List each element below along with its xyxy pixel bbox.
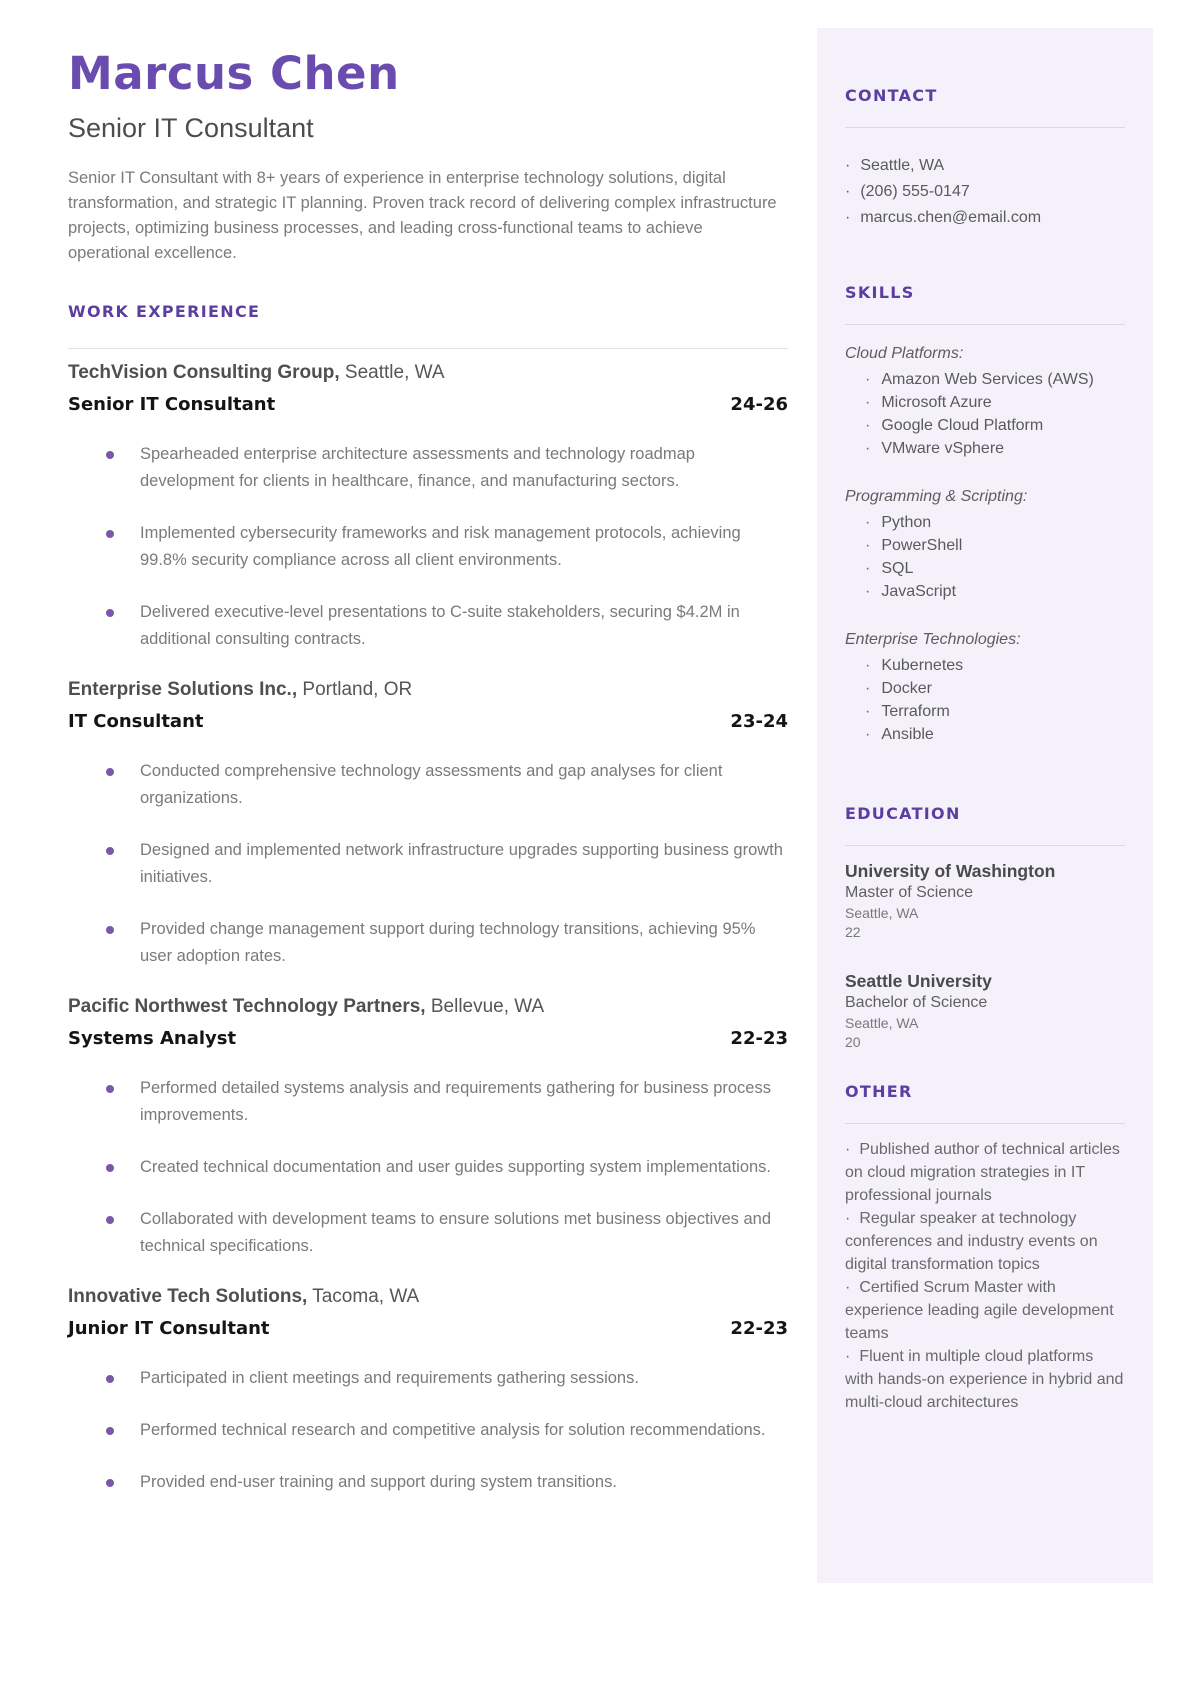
- company-line: [68, 678, 788, 702]
- job-bullet: [68, 916, 788, 970]
- company-line: [68, 995, 788, 1019]
- bullet-dot-icon: [106, 1479, 114, 1487]
- sidebar: [817, 28, 1153, 1583]
- section-divider: [68, 348, 788, 349]
- job-bullet: [68, 1365, 788, 1392]
- skill-group-cloud: [845, 343, 1125, 460]
- company-line: [68, 361, 788, 385]
- skills-section: [845, 283, 1125, 746]
- bullet-text: Provided end-user training and support during system transitions.: [140, 1473, 617, 1492]
- skill-item: · Kubernetes: [845, 654, 1125, 677]
- summary-paragraph: Senior IT Consultant with 8+ years of experience in enterprise technology solutions, digital transformation, and strategic IT planning. Proven track record of delivering complex infrastructure projects, optimizing business processes, and leading cross-functional teams to achieve operational excellence.: [68, 169, 777, 263]
- job-entry-enterprise-solutions: [68, 678, 788, 970]
- person-name: Marcus Chen: [68, 47, 400, 100]
- education-entry: [845, 860, 1125, 942]
- education-heading: EDUCATION: [845, 804, 961, 823]
- job-bullet: [68, 520, 788, 574]
- job-entry-pacific-northwest: [68, 995, 788, 1260]
- bullet-text: Implemented cybersecurity frameworks and risk management protocols, achieving 99.8% security compliance across all client environments.: [140, 524, 741, 570]
- job-dates: 23-24: [730, 711, 788, 733]
- school-degree: Bachelor of Science: [845, 994, 988, 1011]
- company-name: TechVision Consulting Group,: [68, 362, 340, 384]
- skill-item: · SQL: [845, 557, 1125, 580]
- skill-item: · Microsoft Azure: [845, 391, 1125, 414]
- other-item: · Published author of technical articles on cloud migration strategies in IT professional journals: [845, 1138, 1125, 1207]
- person-job-title: Senior IT Consultant: [68, 113, 314, 144]
- bullet-text: Performed detailed systems analysis and requirements gathering for business process improvements.: [140, 1079, 771, 1125]
- company-line: [68, 1285, 788, 1309]
- job-title: Senior IT Consultant: [68, 394, 276, 416]
- bullet-text: Participated in client meetings and requirements gathering sessions.: [140, 1369, 639, 1388]
- bullet-text: Conducted comprehensive technology assessments and gap analyses for client organizations.: [140, 762, 723, 808]
- job-title-line: [68, 709, 788, 734]
- education-section: [845, 804, 1125, 1052]
- job-title: Junior IT Consultant: [68, 1318, 270, 1340]
- bullet-dot-icon: [106, 926, 114, 934]
- skill-group-programming: [845, 486, 1125, 603]
- job-dates: 24-26: [730, 394, 788, 416]
- skill-item-list: [845, 368, 1125, 460]
- skill-item: · VMware vSphere: [845, 437, 1125, 460]
- job-bullet: [68, 1469, 788, 1496]
- other-heading: OTHER: [845, 1082, 913, 1101]
- sidebar-divider: [845, 845, 1125, 846]
- work-experience-heading: WORK EXPERIENCE: [68, 302, 261, 322]
- contact-heading: CONTACT: [845, 86, 938, 105]
- job-title: Systems Analyst: [68, 1028, 237, 1050]
- job-bullet-list: [68, 758, 788, 970]
- job-entry-innovative-tech: [68, 1285, 788, 1496]
- job-dates: 22-23: [730, 1028, 788, 1050]
- job-title: IT Consultant: [68, 711, 204, 733]
- bullet-dot-icon: [106, 609, 114, 617]
- bullet-dot-icon: [106, 1375, 114, 1383]
- job-entry-techvision: [68, 361, 788, 653]
- company-location: Bellevue, WA: [430, 996, 545, 1018]
- job-bullet: [68, 599, 788, 653]
- job-bullet: [68, 1154, 788, 1181]
- bullet-text: Designed and implemented network infrastructure upgrades supporting business growth initiatives.: [140, 841, 783, 887]
- company-location: Seattle, WA: [344, 362, 445, 384]
- bullet-dot-icon: [106, 768, 114, 776]
- skill-item: · JavaScript: [845, 580, 1125, 603]
- contact-location: · Seattle, WA: [845, 153, 1125, 179]
- sidebar-divider: [845, 1123, 1125, 1124]
- other-section: [845, 1082, 1125, 1414]
- job-bullet-list: [68, 1075, 788, 1260]
- job-dates: 22-23: [730, 1318, 788, 1340]
- bullet-text: Delivered executive-level presentations to C-suite stakeholders, securing $4.2M in additional consulting contracts.: [140, 603, 740, 649]
- bullet-dot-icon: [106, 847, 114, 855]
- skills-heading: SKILLS: [845, 283, 915, 302]
- contact-section: [845, 86, 1125, 231]
- school-year: 20: [845, 1034, 861, 1050]
- skill-group-enterprise: [845, 629, 1125, 746]
- other-list: [845, 1138, 1125, 1414]
- bullet-dot-icon: [106, 451, 114, 459]
- skill-item-list: [845, 654, 1125, 746]
- school-location: Seattle, WA: [845, 1015, 919, 1031]
- contact-email: · marcus.chen@email.com: [845, 205, 1125, 231]
- other-item: · Fluent in multiple cloud platforms with hands-on experience in hybrid and multi-cloud architectures: [845, 1345, 1125, 1414]
- school-year: 22: [845, 924, 861, 940]
- bullet-dot-icon: [106, 1216, 114, 1224]
- sidebar-divider: [845, 127, 1125, 128]
- company-location: Tacoma, WA: [312, 1286, 420, 1308]
- job-bullet: [68, 1206, 788, 1260]
- bullet-dot-icon: [106, 1085, 114, 1093]
- company-name: Innovative Tech Solutions,: [68, 1286, 308, 1308]
- school-name: Seattle University: [845, 971, 992, 991]
- bullet-dot-icon: [106, 1164, 114, 1172]
- skill-group-label: Programming & Scripting:: [845, 488, 1028, 505]
- contact-list: [845, 153, 1125, 231]
- job-bullet: [68, 837, 788, 891]
- bullet-dot-icon: [106, 1427, 114, 1435]
- school-location: Seattle, WA: [845, 905, 919, 921]
- bullet-text: Performed technical research and competitive analysis for solution recommendations.: [140, 1421, 766, 1440]
- bullet-text: Created technical documentation and user guides supporting system implementations.: [140, 1158, 772, 1177]
- skill-item: · Google Cloud Platform: [845, 414, 1125, 437]
- skill-item: · Ansible: [845, 723, 1125, 746]
- bullet-dot-icon: [106, 530, 114, 538]
- main-column: [68, 47, 788, 1521]
- job-title-line: [68, 392, 788, 417]
- job-bullet-list: [68, 1365, 788, 1496]
- other-item: · Regular speaker at technology conferences and industry events on digital transformation topics: [845, 1207, 1125, 1276]
- job-bullet: [68, 441, 788, 495]
- skill-item-list: [845, 511, 1125, 603]
- skill-item: · Docker: [845, 677, 1125, 700]
- skill-group-label: Cloud Platforms:: [845, 345, 964, 362]
- education-entry: [845, 970, 1125, 1052]
- skill-group-label: Enterprise Technologies:: [845, 631, 1021, 648]
- job-title-line: [68, 1026, 788, 1051]
- other-item: · Certified Scrum Master with experience leading agile development teams: [845, 1276, 1125, 1345]
- job-bullet: [68, 1075, 788, 1129]
- skill-item: · PowerShell: [845, 534, 1125, 557]
- job-title-line: [68, 1316, 788, 1341]
- contact-phone: · (206) 555-0147: [845, 179, 1125, 205]
- skill-item: · Terraform: [845, 700, 1125, 723]
- job-bullet: [68, 758, 788, 812]
- school-degree: Master of Science: [845, 884, 974, 901]
- school-name: University of Washington: [845, 861, 1056, 881]
- sidebar-divider: [845, 324, 1125, 325]
- skill-item: · Amazon Web Services (AWS): [845, 368, 1125, 391]
- bullet-text: Collaborated with development teams to ensure solutions met business objectives and technical specifications.: [140, 1210, 772, 1256]
- bullet-text: Spearheaded enterprise architecture assessments and technology roadmap development for clients in healthcare, finance, and manufacturing sectors.: [140, 445, 695, 491]
- skill-item: · Python: [845, 511, 1125, 534]
- job-bullet: [68, 1417, 788, 1444]
- company-name: Pacific Northwest Technology Partners,: [68, 996, 426, 1018]
- company-name: Enterprise Solutions Inc.,: [68, 679, 298, 701]
- company-location: Portland, OR: [302, 679, 413, 701]
- job-bullet-list: [68, 441, 788, 653]
- bullet-text: Provided change management support during technology transitions, achieving 95% user adoption rates.: [140, 920, 756, 966]
